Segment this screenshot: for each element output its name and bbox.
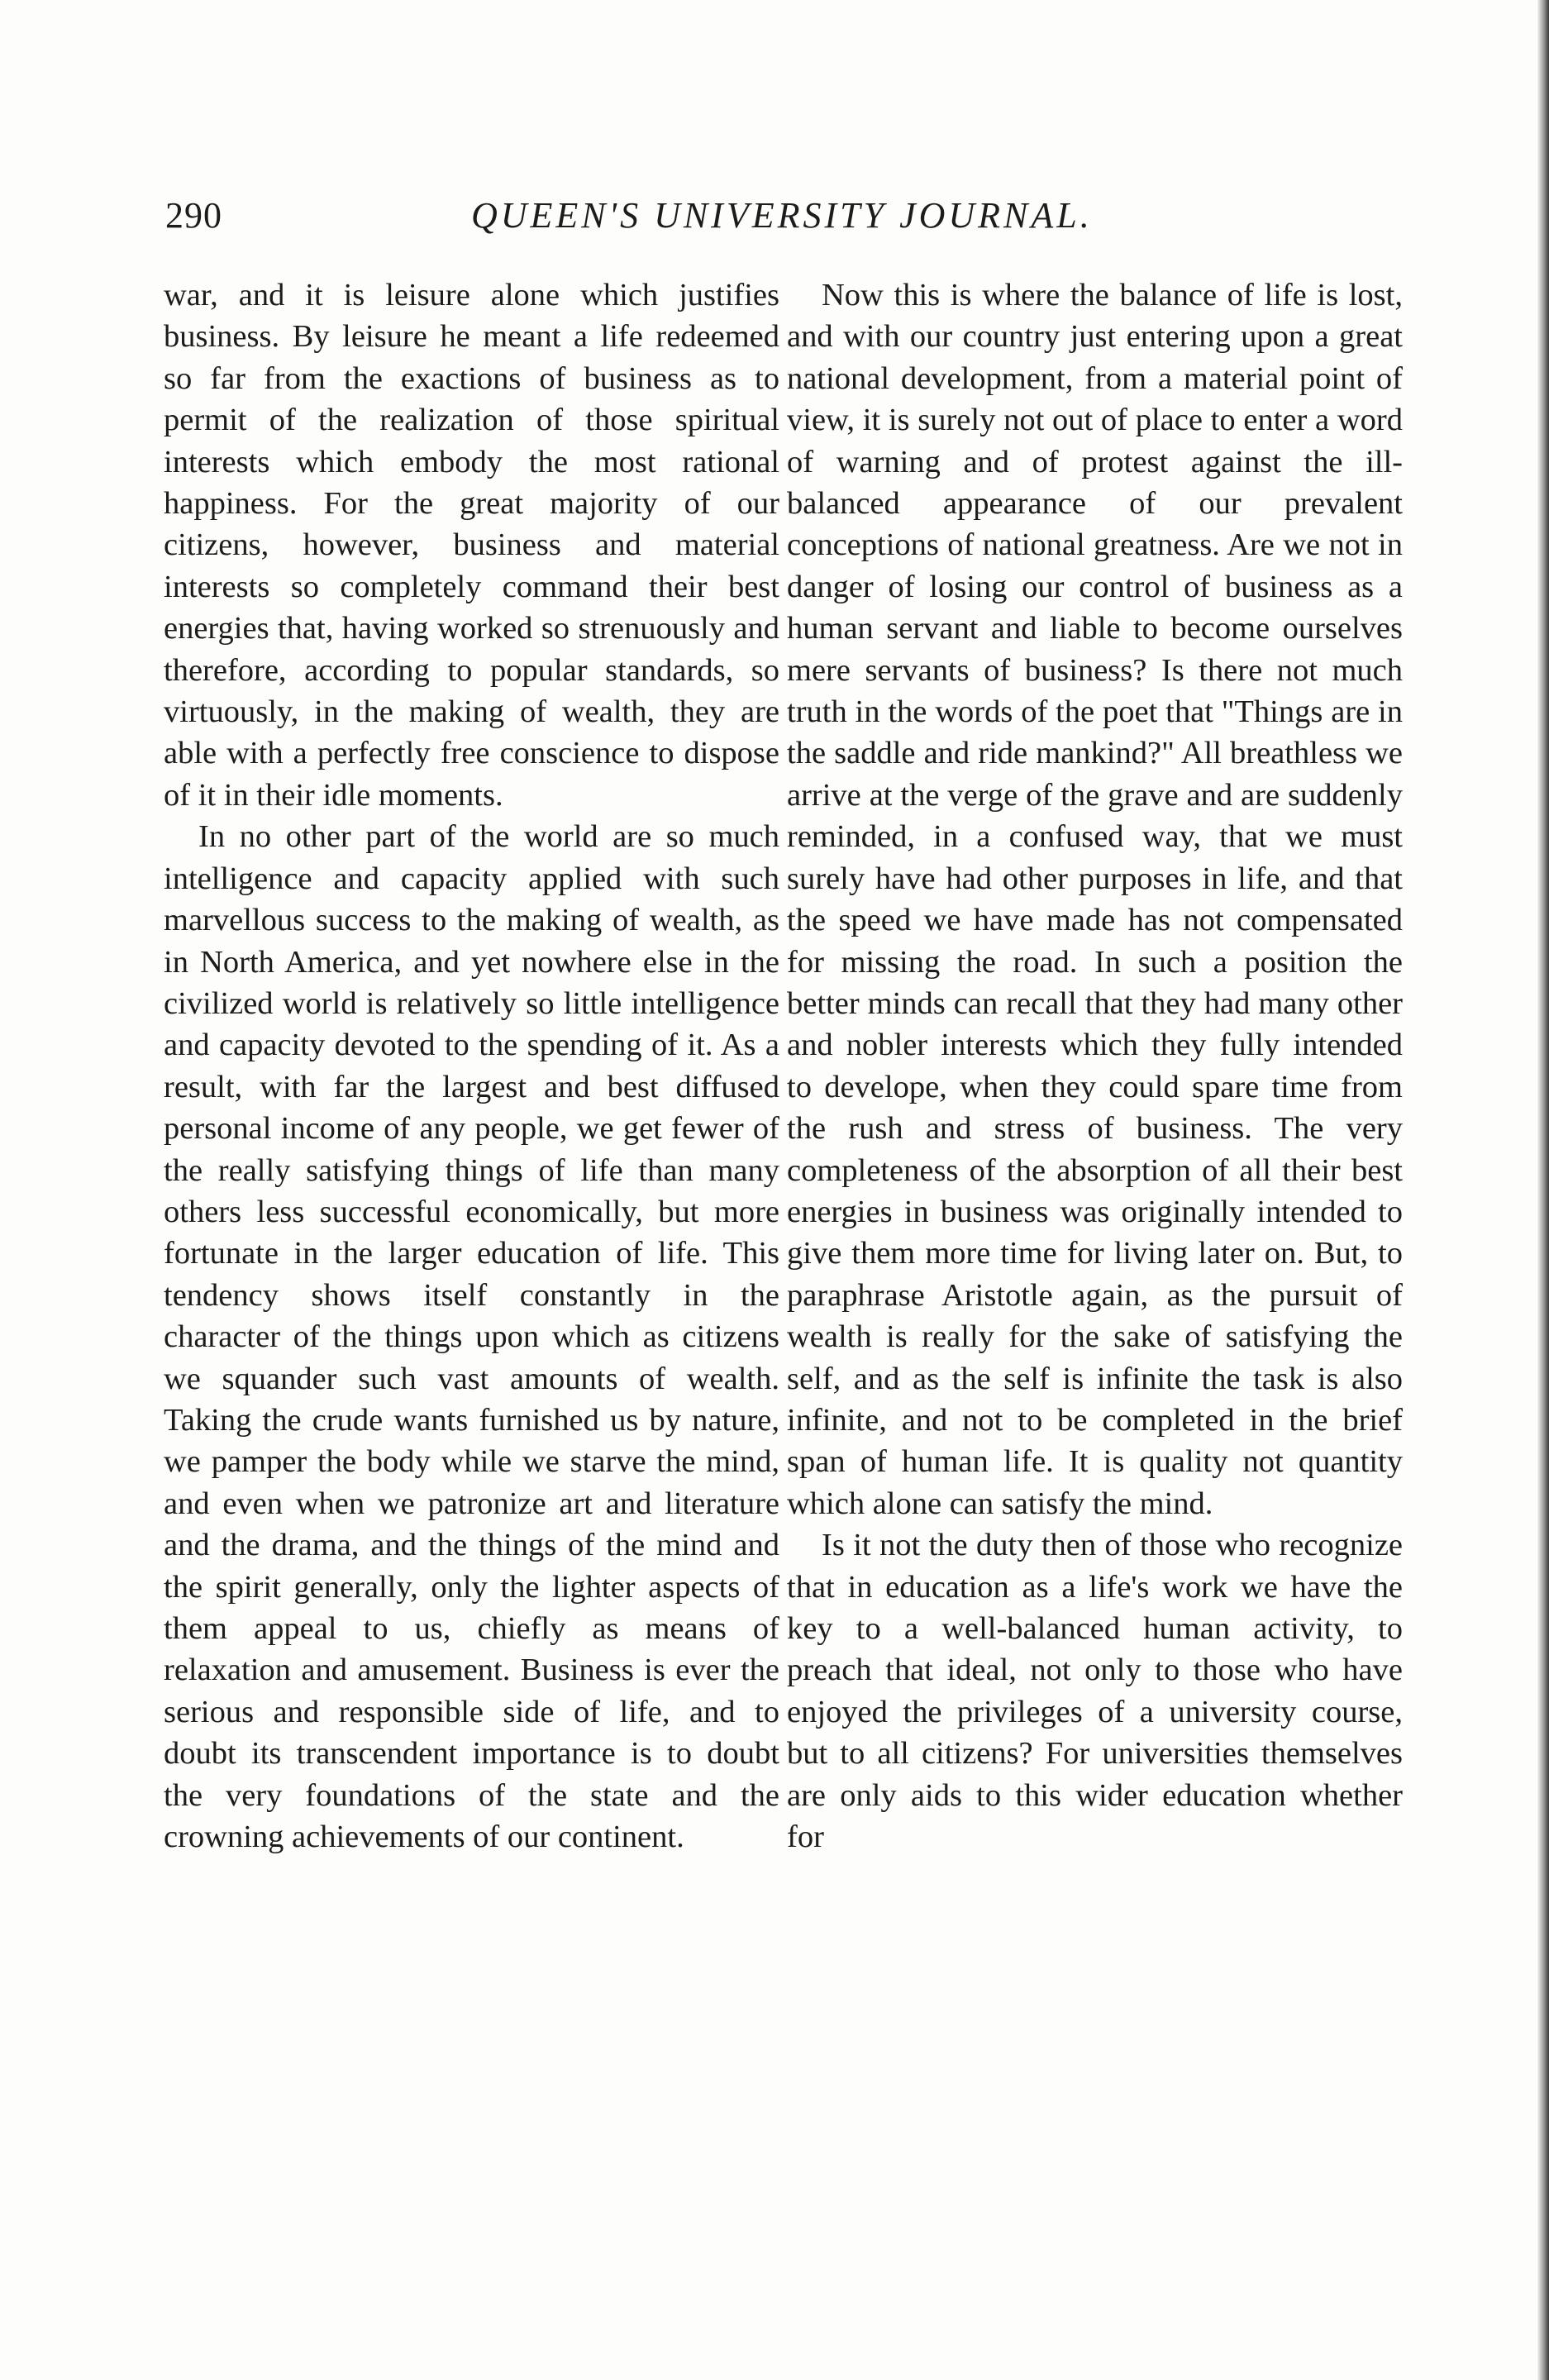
- page-header: [165, 194, 1438, 252]
- page-edge-shadow: [1537, 0, 1549, 2380]
- right-column: [787, 274, 1403, 1858]
- running-head: QUEEN'S UNIVERSITY JOURNAL.: [471, 195, 1093, 236]
- left-column: [164, 274, 779, 1858]
- right-paragraph-1: Now this is where the balance of life is lost, and with our country just entering upon a great national development, from a material point of view, it is surely not out of place to enter a word of warning and of protest against the ill-balanced appearance of our prevalent conceptions of national greatness. Are we not in danger of losing our control of business as a human servant and liable to become ourselves mere servants of business? Is there not much truth in the words of the poet that "Things are in the saddle and ride mankind?" All breathless we arrive at the verge of the grave and are suddenly reminded, in a confused way, that we must surely have had other purposes in life, and that the speed we have made has not compensated for missing the road. In such a position the better minds can recall that they had many other and nobler interests which they fully intended to develope, when they could spare time from the rush and stress of business. The very completeness of the absorption of all their best energies in business was originally intended to give them more time for living later on. But, to paraphrase Aristotle again, as the pursuit of wealth is really for the sake of satisfying the self, and as the self is infinite the task is also infinite, and not to be completed in the brief span of human life. It is quality not quantity which alone can satisfy the mind.: [787, 278, 1403, 1521]
- left-paragraph-1: war, and it is leisure alone which justifies business. By leisure he meant a life redeemed so far from the exactions of business as to permit of the realization of those spiritual interests which embody the most rational happiness. For the great majority of our citizens, however, business and material interests so completely command their best energies that, having worked so strenuously and therefore, according to popular standards, so virtuously, in the making of wealth, they are able with a perfectly free conscience to dispose of it in their idle moments.: [164, 278, 779, 813]
- left-paragraph-2: In no other part of the world are so much intelligence and capacity applied with such marvellous success to the making of wealth, as in North America, and yet nowhere else in the civilized world is relatively so little intelligence and capacity devoted to the spending of it. As a result, with far the largest and best diffused personal income of any people, we get fewer of the really satisfying things of life than many others less successful economically, but more fortunate in the larger education of life. This tendency shows itself constantly in the character of the things upon which as citizens we squander such vast amounts of wealth. Taking the crude wants furnished us by nature, we pamper the body while we starve the mind, and even when we patronize art and literature and the drama, and the things of the mind and the spirit generally, only the lighter aspects of them appeal to us, chiefly as means of relaxation and amusement. Business is ever the serious and responsible side of life, and to doubt its transcendent importance is to doubt the very foundations of the state and the crowning achievements of our continent.: [164, 819, 779, 1855]
- right-paragraph-2: Is it not the duty then of those who recognize that in education as a life's work we have the key to a well-balanced human activity, to preach that ideal, not only to those who have enjoyed the privileges of a university course, but to all citizens? For universities themselves are only aids to this wider education whether for: [787, 1528, 1403, 1855]
- page-number: 290: [165, 195, 222, 236]
